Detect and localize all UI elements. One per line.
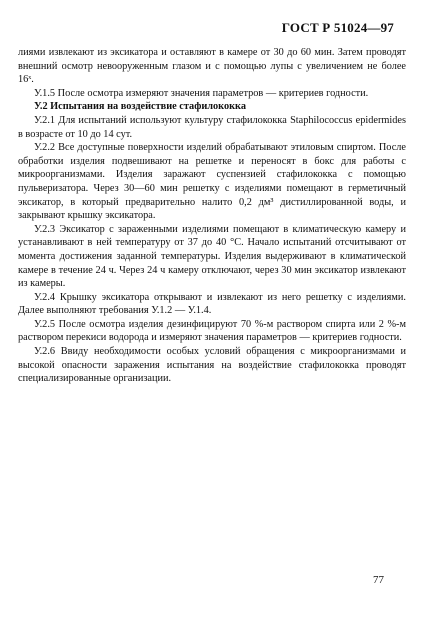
standard-code-header: ГОСТ Р 51024—97 bbox=[281, 20, 394, 35]
paragraph-u-2-6: У.2.6 Ввиду необходимости особых условий обращения с микроорганизмами и высокой опасности заражения испытания на воздействие стафилококка проводят специализированные организации. bbox=[18, 346, 406, 385]
paragraph-u-2-5: У.2.5 После осмотра изделия дезинфицируют 70 %-м раствором спирта или 2 %-м раствором перекиси водорода и измеряют значения параметров — критериев годности. bbox=[18, 318, 406, 344]
paragraph-u-2-1: У.2.1 Для испытаний используют культуру стафилококка Staphilococcus epidermides в возрасте от 10 до 14 сут. bbox=[18, 114, 406, 140]
paragraph-u-2-2: У.2.2 Все доступные поверхности изделий обрабатывают этиловым спиртом. После обработки изделия подвешивают на решетке и переносят в бокс для работы с микроорганизмами. Изделия заражают суспензией стафилококка с помощью пульверизатора. Через 30—60 мин решетку с изделиями помещают в герметичный эксикатор, в который предварительно налито 0,2 дм³ дистиллированной воды, и закрывают крышку эксикатора. bbox=[18, 142, 406, 222]
section-heading-u-2: У.2 Испытания на воздействие стафилококка bbox=[34, 101, 246, 113]
paragraph-continuation: лиями извлекают из эксикатора и оставляют в камере от 30 до 60 мин. Затем проводят внешний осмотр невооруженным глазом и с помощью лупы с увеличением не более 16ˣ. bbox=[18, 47, 406, 86]
page-body bbox=[18, 46, 406, 386]
paragraph-u-1-5: У.1.5 После осмотра измеряют значения параметров — критериев годности. bbox=[34, 87, 369, 99]
paragraph-u-2-4: У.2.4 Крышку эксикатора открывают и извлекают из него решетку с изделиями. Далее выполняют требования У.1.2 — У.1.4. bbox=[18, 291, 406, 317]
paragraph-u-2-3: У.2.3 Эксикатор с зараженными изделиями помещают в климатическую камеру и устанавливают в ней температуру от 37 до 40 °С. Начало испытаний отсчитывают от момента достижения заданной температуры. Изделия выдерживают в климатической камере в течение 24 ч. Через 24 ч камеру отключают, через 30 мин эксикатор извлекают из камеры. bbox=[18, 223, 406, 290]
page-number: 77 bbox=[373, 574, 384, 586]
